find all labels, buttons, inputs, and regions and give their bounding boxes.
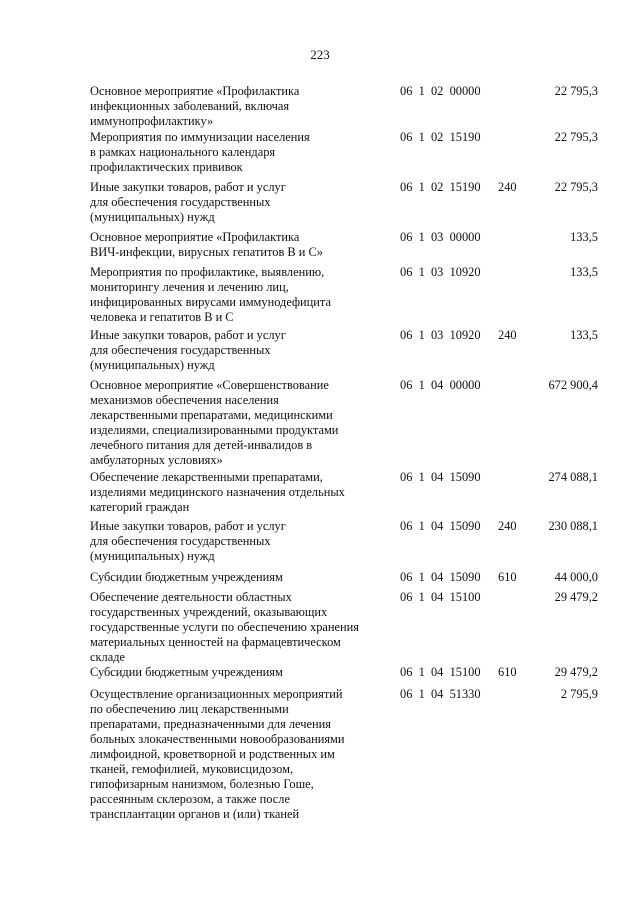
amount: 672 900,4 <box>548 378 598 392</box>
row-description <box>90 265 380 325</box>
amount: 133,5 <box>570 328 598 342</box>
description-line: инфекционных заболеваний, включая <box>90 99 290 113</box>
description-line: (муниципальных) нужд <box>90 549 215 563</box>
description-line: иммунопрофилактику» <box>90 114 214 128</box>
description-line: профилактических прививок <box>90 160 243 174</box>
row-description <box>90 470 380 515</box>
row-description <box>90 590 380 665</box>
row-description <box>90 84 380 129</box>
description-line: категорий граждан <box>90 500 190 514</box>
description-line: изделиями, специализированными продуктами <box>90 423 339 437</box>
classification-code: 06 1 04 15090 <box>400 470 481 484</box>
expense-type-code: 610 <box>498 665 517 679</box>
description-line: гипофизарным нанизмом, болезнью Гоше, <box>90 777 314 791</box>
description-line: больных злокачественными новообразованиями <box>90 732 345 746</box>
classification-code: 06 1 04 51330 <box>400 687 481 701</box>
row-description <box>90 687 380 822</box>
description-line: (муниципальных) нужд <box>90 358 215 372</box>
row-description <box>90 230 380 260</box>
description-line: материальных ценностей на фармацевтическом <box>90 635 341 649</box>
amount: 133,5 <box>570 230 598 244</box>
description-line: Субсидии бюджетным учреждениям <box>90 570 283 584</box>
description-line: человека и гепатитов В и С <box>90 310 234 324</box>
description-line: трансплантации органов и (или) тканей <box>90 807 300 821</box>
amount: 133,5 <box>570 265 598 279</box>
description-line: государственные услуги по обеспечению хранения <box>90 620 360 634</box>
page-number: 223 <box>310 47 330 62</box>
amount: 22 795,3 <box>554 130 598 144</box>
description-line: Основное мероприятие «Профилактика <box>90 230 300 244</box>
row-description <box>90 570 380 585</box>
classification-code: 06 1 04 15100 <box>400 590 481 604</box>
description-line: препаратами, предназначенными для лечения <box>90 717 331 731</box>
description-line: механизмов обеспечения населения <box>90 393 279 407</box>
description-line: государственных учреждений, оказывающих <box>90 605 328 619</box>
description-line: Субсидии бюджетным учреждениям <box>90 665 283 679</box>
description-line: инфицированных вирусами иммунодефицита <box>90 295 331 309</box>
classification-code: 06 1 03 10920 <box>400 328 481 342</box>
amount: 29 479,2 <box>554 665 598 679</box>
classification-code: 06 1 04 15090 <box>400 570 481 584</box>
amount: 29 479,2 <box>554 590 598 604</box>
row-description <box>90 328 380 373</box>
classification-code: 06 1 04 15100 <box>400 665 481 679</box>
description-line: лечебного питания для детей-инвалидов в <box>90 438 313 452</box>
row-description <box>90 378 380 468</box>
expense-type-code: 240 <box>498 180 517 194</box>
amount: 2 795,9 <box>560 687 598 701</box>
description-line: (муниципальных) нужд <box>90 210 215 224</box>
classification-code: 06 1 03 10920 <box>400 265 481 279</box>
expense-type-code: 240 <box>498 519 517 533</box>
description-line: для обеспечения государственных <box>90 534 271 548</box>
row-description <box>90 180 380 225</box>
description-line: Основное мероприятие «Профилактика <box>90 84 300 98</box>
amount: 230 088,1 <box>548 519 598 533</box>
amount: 44 000,0 <box>554 570 598 584</box>
row-description <box>90 130 380 175</box>
description-line: по обеспечению лиц лекарственными <box>90 702 289 716</box>
row-description <box>90 665 380 680</box>
description-line: рассеянным склерозом, а также после <box>90 792 290 806</box>
classification-code: 06 1 04 00000 <box>400 378 481 392</box>
description-line: лимфоидной, кроветворной и родственных им <box>90 747 335 761</box>
row-description <box>90 519 380 564</box>
classification-code: 06 1 02 15190 <box>400 130 481 144</box>
classification-code: 06 1 03 00000 <box>400 230 481 244</box>
amount: 22 795,3 <box>554 84 598 98</box>
description-line: амбулаторных условиях» <box>90 453 223 467</box>
description-line: Иные закупки товаров, работ и услуг <box>90 328 286 342</box>
description-line: Основное мероприятие «Совершенствование <box>90 378 329 392</box>
expense-type-code: 240 <box>498 328 517 342</box>
description-line: для обеспечения государственных <box>90 343 271 357</box>
description-line: в рамках национального календаря <box>90 145 276 159</box>
description-line: лекарственными препаратами, медицинскими <box>90 408 333 422</box>
expense-type-code: 610 <box>498 570 517 584</box>
description-line: Обеспечение лекарственными препаратами, <box>90 470 323 484</box>
description-line: изделиями медицинского назначения отдельных <box>90 485 345 499</box>
description-line: Иные закупки товаров, работ и услуг <box>90 519 286 533</box>
description-line: тканей, гемофилией, муковисцидозом, <box>90 762 294 776</box>
description-line: мониторингу лечения и лечению лиц, <box>90 280 289 294</box>
classification-code: 06 1 04 15090 <box>400 519 481 533</box>
description-line: для обеспечения государственных <box>90 195 271 209</box>
classification-code: 06 1 02 00000 <box>400 84 481 98</box>
description-line: складе <box>90 650 126 664</box>
description-line: Обеспечение деятельности областных <box>90 590 292 604</box>
classification-code: 06 1 02 15190 <box>400 180 481 194</box>
description-line: Иные закупки товаров, работ и услуг <box>90 180 286 194</box>
description-line: Мероприятия по профилактике, выявлению, <box>90 265 325 279</box>
description-line: Мероприятия по иммунизации населения <box>90 130 310 144</box>
description-line: Осуществление организационных мероприятий <box>90 687 343 701</box>
amount: 22 795,3 <box>554 180 598 194</box>
amount: 274 088,1 <box>548 470 598 484</box>
description-line: ВИЧ-инфекции, вирусных гепатитов В и С» <box>90 245 323 259</box>
